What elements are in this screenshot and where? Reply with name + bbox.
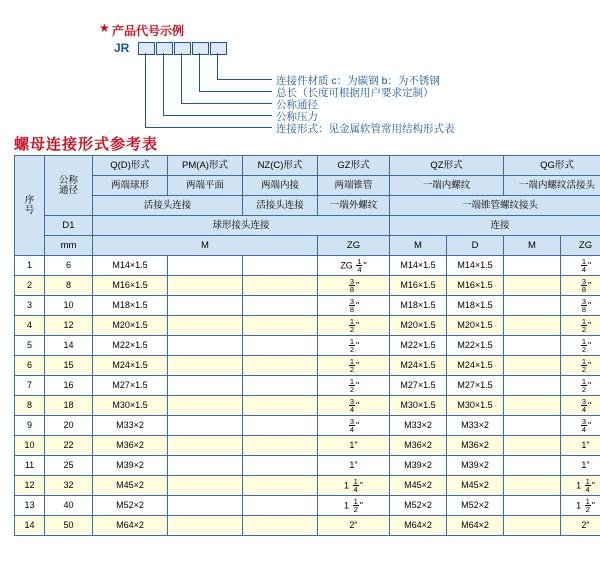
legend-label-material: 连接件材质 c：为碳钢 b：为不锈钢	[276, 75, 440, 87]
qg-zg-cell: $\frac{3}{8}$ "	[561, 296, 600, 316]
header-nz-type: 两端内接	[243, 176, 318, 196]
dn-cell: 32	[45, 476, 93, 496]
table-row	[15, 436, 600, 456]
code-box-5	[210, 42, 227, 55]
pm-cell	[168, 476, 243, 496]
qz-m-cell: M45×2	[390, 476, 447, 496]
header-unit-qg-zg: ZG	[561, 236, 600, 256]
qz-m-cell: M33×2	[390, 416, 447, 436]
leader-line-v-4	[163, 53, 164, 115]
qd-cell: M27×1.5	[93, 376, 168, 396]
qz-m-cell: M18×1.5	[390, 296, 447, 316]
product-code-legend	[0, 0, 600, 135]
pm-cell	[168, 376, 243, 396]
table-body	[15, 256, 600, 536]
header-unit-qg-m: M	[504, 236, 561, 256]
header-group-nz: NZ(C)形式	[243, 156, 318, 176]
gz-cell: $\frac{3}{8}$ "	[318, 296, 390, 316]
qd-cell: M36×2	[93, 436, 168, 456]
qg-m-cell	[504, 296, 561, 316]
pm-cell	[168, 256, 243, 276]
qz-m-cell: M64×2	[390, 516, 447, 536]
seq-cell: 8	[15, 396, 45, 416]
qg-zg-cell: $\frac{1}{4}$ "	[561, 256, 600, 276]
table-row	[15, 276, 600, 296]
qz-m-cell: M20×1.5	[390, 316, 447, 336]
header-dn-l2: 通径	[58, 184, 78, 196]
header-row-groups	[15, 156, 600, 176]
header-unit-qz-m: M	[390, 236, 447, 256]
qz-m-cell: M52×2	[390, 496, 447, 516]
qz-d-cell: M20×1.5	[447, 316, 504, 336]
pm-cell	[168, 296, 243, 316]
qd-cell: M22×1.5	[93, 336, 168, 356]
qd-cell: M24×1.5	[93, 356, 168, 376]
dn-cell: 22	[45, 436, 93, 456]
table-row	[15, 256, 600, 276]
nz-cell	[243, 296, 318, 316]
nz-cell	[243, 256, 318, 276]
table-row	[15, 476, 600, 496]
pm-cell	[168, 396, 243, 416]
pm-cell	[168, 416, 243, 436]
seq-cell: 11	[15, 456, 45, 476]
header-seq-l1: 序	[24, 194, 35, 206]
qg-zg-cell: $\frac{1}{2}$ "	[561, 336, 600, 356]
header-seq-l2: 号	[24, 204, 35, 216]
header-unit-mm: mm	[45, 236, 93, 256]
qd-cell: M64×2	[93, 516, 168, 536]
header-seq	[15, 156, 45, 256]
qz-m-cell: M14×1.5	[390, 256, 447, 276]
gz-cell: $\frac{1}{2}$ "	[318, 376, 390, 396]
qg-zg-cell: 1 $\frac{1}{2}$ "	[561, 496, 600, 516]
qz-d-cell: M22×1.5	[447, 336, 504, 356]
legend-label-conntype: 连接形式：见金属软管常用结构形式表	[276, 123, 455, 135]
code-box-2	[156, 42, 173, 55]
table-row	[15, 516, 600, 536]
qz-d-cell: M27×1.5	[447, 376, 504, 396]
qz-d-cell: M64×2	[447, 516, 504, 536]
seq-cell: 4	[15, 316, 45, 336]
qz-m-cell: M30×1.5	[390, 396, 447, 416]
qg-zg-cell: $\frac{1}{2}$ "	[561, 376, 600, 396]
qg-zg-cell: 2"	[561, 516, 600, 536]
qd-cell: M45×2	[93, 476, 168, 496]
qg-zg-cell: 1"	[561, 436, 600, 456]
qz-d-cell: M18×1.5	[447, 296, 504, 316]
pm-cell	[168, 356, 243, 376]
header-group-pm: PM(A)形式	[168, 156, 243, 176]
code-box-4	[192, 42, 209, 55]
leader-line-h-4	[163, 115, 272, 116]
qz-d-cell: M45×2	[447, 476, 504, 496]
qd-cell: M14×1.5	[93, 256, 168, 276]
leader-line-v-3	[181, 53, 182, 103]
table-head	[15, 156, 600, 256]
seq-cell: 5	[15, 336, 45, 356]
nz-cell	[243, 496, 318, 516]
qz-d-cell: M14×1.5	[447, 256, 504, 276]
header-qd-type: 两端球形	[93, 176, 168, 196]
header-group-gz: GZ形式	[318, 156, 390, 176]
header-dn-l1: 公称	[58, 174, 78, 186]
pm-cell	[168, 336, 243, 356]
gz-cell: 1"	[318, 436, 390, 456]
header-qz-type: 一端内螺纹	[390, 176, 504, 196]
gz-cell: $\frac{1}{2}$ "	[318, 356, 390, 376]
dn-cell: 14	[45, 336, 93, 356]
table-row	[15, 376, 600, 396]
nz-cell	[243, 356, 318, 376]
qz-d-cell: M52×2	[447, 496, 504, 516]
seq-cell: 2	[15, 276, 45, 296]
qd-cell: M33×2	[93, 416, 168, 436]
gz-cell: 2"	[318, 516, 390, 536]
header-unit-m: M	[93, 236, 318, 256]
nz-cell	[243, 516, 318, 536]
pm-cell	[168, 276, 243, 296]
header-gz-type: 两端锥管	[318, 176, 390, 196]
nz-cell	[243, 276, 318, 296]
qz-m-cell: M16×1.5	[390, 276, 447, 296]
qg-m-cell	[504, 476, 561, 496]
qz-d-cell: M39×2	[447, 456, 504, 476]
seq-cell: 3	[15, 296, 45, 316]
leader-line-v-5	[145, 53, 146, 127]
legend-label-dn: 公称通径	[276, 99, 318, 111]
dn-cell: 25	[45, 456, 93, 476]
header-gz-conn: 一端外螺纹	[318, 196, 390, 216]
qg-m-cell	[504, 496, 561, 516]
gz-cell: 1"	[318, 456, 390, 476]
leader-line-h-1	[217, 79, 272, 80]
dn-cell: 20	[45, 416, 93, 436]
qg-zg-cell: 1"	[561, 456, 600, 476]
dn-cell: 50	[45, 516, 93, 536]
header-pm-type: 两端平面	[168, 176, 243, 196]
qg-zg-cell: $\frac{1}{2}$ "	[561, 356, 600, 376]
header-qdpm-conn: 活接头连接	[93, 196, 243, 216]
header-ball-conn: 球形接头连接	[93, 216, 390, 236]
gz-cell: $\frac{1}{2}$ "	[318, 316, 390, 336]
qz-d-cell: M33×2	[447, 416, 504, 436]
qz-m-cell: M22×1.5	[390, 336, 447, 356]
pm-cell	[168, 456, 243, 476]
star-icon: ★	[99, 21, 110, 35]
dn-cell: 12	[45, 316, 93, 336]
qz-m-cell: M36×2	[390, 436, 447, 456]
pm-cell	[168, 316, 243, 336]
header-unit-zg: ZG	[318, 236, 390, 256]
qz-m-cell: M39×2	[390, 456, 447, 476]
nz-cell	[243, 376, 318, 396]
qg-m-cell	[504, 276, 561, 296]
pm-cell	[168, 516, 243, 536]
leader-line-v-2	[199, 53, 200, 91]
dn-cell: 18	[45, 396, 93, 416]
qd-cell: M30×1.5	[93, 396, 168, 416]
nz-cell	[243, 316, 318, 336]
nz-cell	[243, 476, 318, 496]
header-d1: D1	[45, 216, 93, 236]
qg-m-cell	[504, 396, 561, 416]
dn-cell: 40	[45, 496, 93, 516]
leader-line-h-2	[199, 91, 272, 92]
qz-d-cell: M16×1.5	[447, 276, 504, 296]
qg-m-cell	[504, 356, 561, 376]
gz-cell: 1 $\frac{1}{2}$ "	[318, 496, 390, 516]
nz-cell	[243, 396, 318, 416]
qg-m-cell	[504, 376, 561, 396]
gz-cell: ZG $\frac{1}{4}$ "	[318, 256, 390, 276]
gz-cell: $\frac{1}{2}$ "	[318, 336, 390, 356]
leader-line-v-1	[217, 53, 218, 79]
seq-cell: 7	[15, 376, 45, 396]
header-group-qg: QG形式	[504, 156, 600, 176]
nz-cell	[243, 456, 318, 476]
header-row-units	[15, 236, 600, 256]
qz-d-cell: M24×1.5	[447, 356, 504, 376]
legend-label-pressure: 公称压力	[276, 111, 318, 123]
header-conn: 连接	[390, 216, 600, 236]
qg-zg-cell: $\frac{3}{4}$ "	[561, 396, 600, 416]
qd-cell: M20×1.5	[93, 316, 168, 336]
pm-cell	[168, 436, 243, 456]
qg-m-cell	[504, 436, 561, 456]
gz-cell: $\frac{3}{8}$ "	[318, 276, 390, 296]
section-title: 螺母连接形式参考表	[14, 136, 159, 153]
qg-m-cell	[504, 316, 561, 336]
code-box-3	[174, 42, 191, 55]
header-row-d1	[15, 216, 600, 236]
header-nz-conn: 活接头连接	[243, 196, 318, 216]
qg-m-cell	[504, 256, 561, 276]
legend-label-length: 总长（长度可根据用户要求定制）	[276, 87, 434, 99]
gz-cell: 1 $\frac{1}{4}$ "	[318, 476, 390, 496]
header-group-qd: Q(D)形式	[93, 156, 168, 176]
table-row	[15, 316, 600, 336]
table-row	[15, 456, 600, 476]
qd-cell: M18×1.5	[93, 296, 168, 316]
qg-m-cell	[504, 516, 561, 536]
seq-cell: 9	[15, 416, 45, 436]
qz-m-cell: M24×1.5	[390, 356, 447, 376]
qg-zg-cell: $\frac{1}{2}$ "	[561, 316, 600, 336]
header-dn	[45, 156, 93, 216]
legend-title: 产品代号示例	[112, 24, 185, 38]
code-box-1	[138, 42, 155, 55]
qd-cell: M16×1.5	[93, 276, 168, 296]
pm-cell	[168, 496, 243, 516]
leader-line-h-5	[145, 127, 272, 128]
qg-m-cell	[504, 456, 561, 476]
qg-zg-cell: $\frac{3}{8}$ "	[561, 276, 600, 296]
leader-line-h-3	[181, 103, 272, 104]
dn-cell: 15	[45, 356, 93, 376]
qz-m-cell: M27×1.5	[390, 376, 447, 396]
dn-cell: 10	[45, 296, 93, 316]
dn-cell: 8	[45, 276, 93, 296]
qz-d-cell: M30×1.5	[447, 396, 504, 416]
gz-cell: $\frac{3}{4}$ "	[318, 396, 390, 416]
table-row	[15, 296, 600, 316]
seq-cell: 6	[15, 356, 45, 376]
nut-connection-table-wrapper	[14, 155, 596, 536]
qd-cell: M39×2	[93, 456, 168, 476]
qg-zg-cell: 1 $\frac{1}{4}$ "	[561, 476, 600, 496]
header-row-type	[15, 176, 600, 196]
seq-cell: 14	[15, 516, 45, 536]
nz-cell	[243, 336, 318, 356]
table-row	[15, 416, 600, 436]
table-row	[15, 336, 600, 356]
header-group-qz: QZ形式	[390, 156, 504, 176]
header-qzqg-conn: 一端锥管螺纹接头	[390, 196, 600, 216]
dn-cell: 6	[45, 256, 93, 276]
header-unit-qz-d: D	[447, 236, 504, 256]
table-row	[15, 496, 600, 516]
qz-d-cell: M36×2	[447, 436, 504, 456]
qg-m-cell	[504, 336, 561, 356]
seq-cell: 13	[15, 496, 45, 516]
qg-zg-cell: $\frac{3}{4}$ "	[561, 416, 600, 436]
seq-cell: 12	[15, 476, 45, 496]
qg-m-cell	[504, 416, 561, 436]
code-prefix: JR	[114, 41, 130, 55]
qd-cell: M52×2	[93, 496, 168, 516]
table-row	[15, 356, 600, 376]
nut-connection-table	[14, 155, 600, 536]
header-qg-type: 一端内螺纹活接头	[504, 176, 600, 196]
table-row	[15, 396, 600, 416]
gz-cell: $\frac{3}{4}$ "	[318, 416, 390, 436]
seq-cell: 1	[15, 256, 45, 276]
dn-cell: 16	[45, 376, 93, 396]
header-row-conn	[15, 196, 600, 216]
nz-cell	[243, 416, 318, 436]
seq-cell: 10	[15, 436, 45, 456]
nz-cell	[243, 436, 318, 456]
